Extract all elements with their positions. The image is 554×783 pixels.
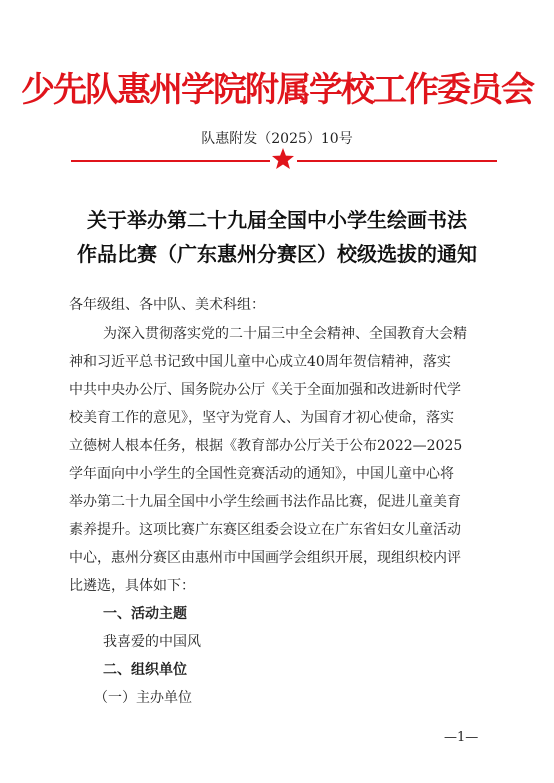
- section-heading-organizers: 二、组织单位: [103, 662, 187, 678]
- section-heading-theme: 一、活动主题: [103, 606, 187, 622]
- paragraph-line: 神和习近平总书记致中国儿童中心成立40周年贺信精神，落实: [69, 354, 451, 370]
- paragraph-line: 中共中央办公厅、国务院办公厅《关于全面加强和改进新时代学: [69, 382, 461, 398]
- salutation: 各年级组、各中队、美术科组：: [69, 297, 265, 313]
- page-number: —1—: [444, 730, 479, 745]
- notice-title-line-1: 关于举办第二十九届全国中小学生绘画书法: [87, 208, 467, 232]
- paragraph-line: 立德树人根本任务，根据《教育部办公厅关于公布2022—2025: [69, 438, 463, 454]
- subsection-host: （一）主办单位: [94, 690, 192, 706]
- paragraph-line: 素养提升。这项比赛广东赛区组委会设立在广东省妇女儿童活动: [69, 522, 461, 538]
- paragraph-line: 中心，惠州分赛区由惠州市中国画学会组织开展，现组织校内评: [69, 550, 461, 566]
- paragraph-line: 为深入贯彻落实党的二十届三中全会精神、全国教育大会精: [103, 326, 467, 342]
- paragraph-line: 比遴选，具体如下：: [69, 578, 195, 594]
- paragraph-line: 举办第二十九届全国中小学生绘画书法作品比赛，促进儿童美育: [69, 494, 461, 510]
- red-star-icon: [271, 147, 295, 171]
- notice-title-line-2: 作品比赛（广东惠州分赛区）校级选拔的通知: [77, 242, 477, 266]
- theme-content: 我喜爱的中国风: [103, 634, 201, 650]
- issuing-org-title: 少先队惠州学院附属学校工作委员会: [21, 70, 533, 110]
- red-divider-left: [71, 160, 270, 162]
- paragraph-line: 校美育工作的意见》，坚守为党育人、为国育才初心使命，落实: [69, 410, 454, 426]
- paragraph-line: 学年面向中小学生的全国性竞赛活动的通知》，中国儿童中心将: [69, 466, 454, 482]
- document-number: 队惠附发（2025）10号: [201, 131, 353, 147]
- red-divider-right: [297, 160, 497, 162]
